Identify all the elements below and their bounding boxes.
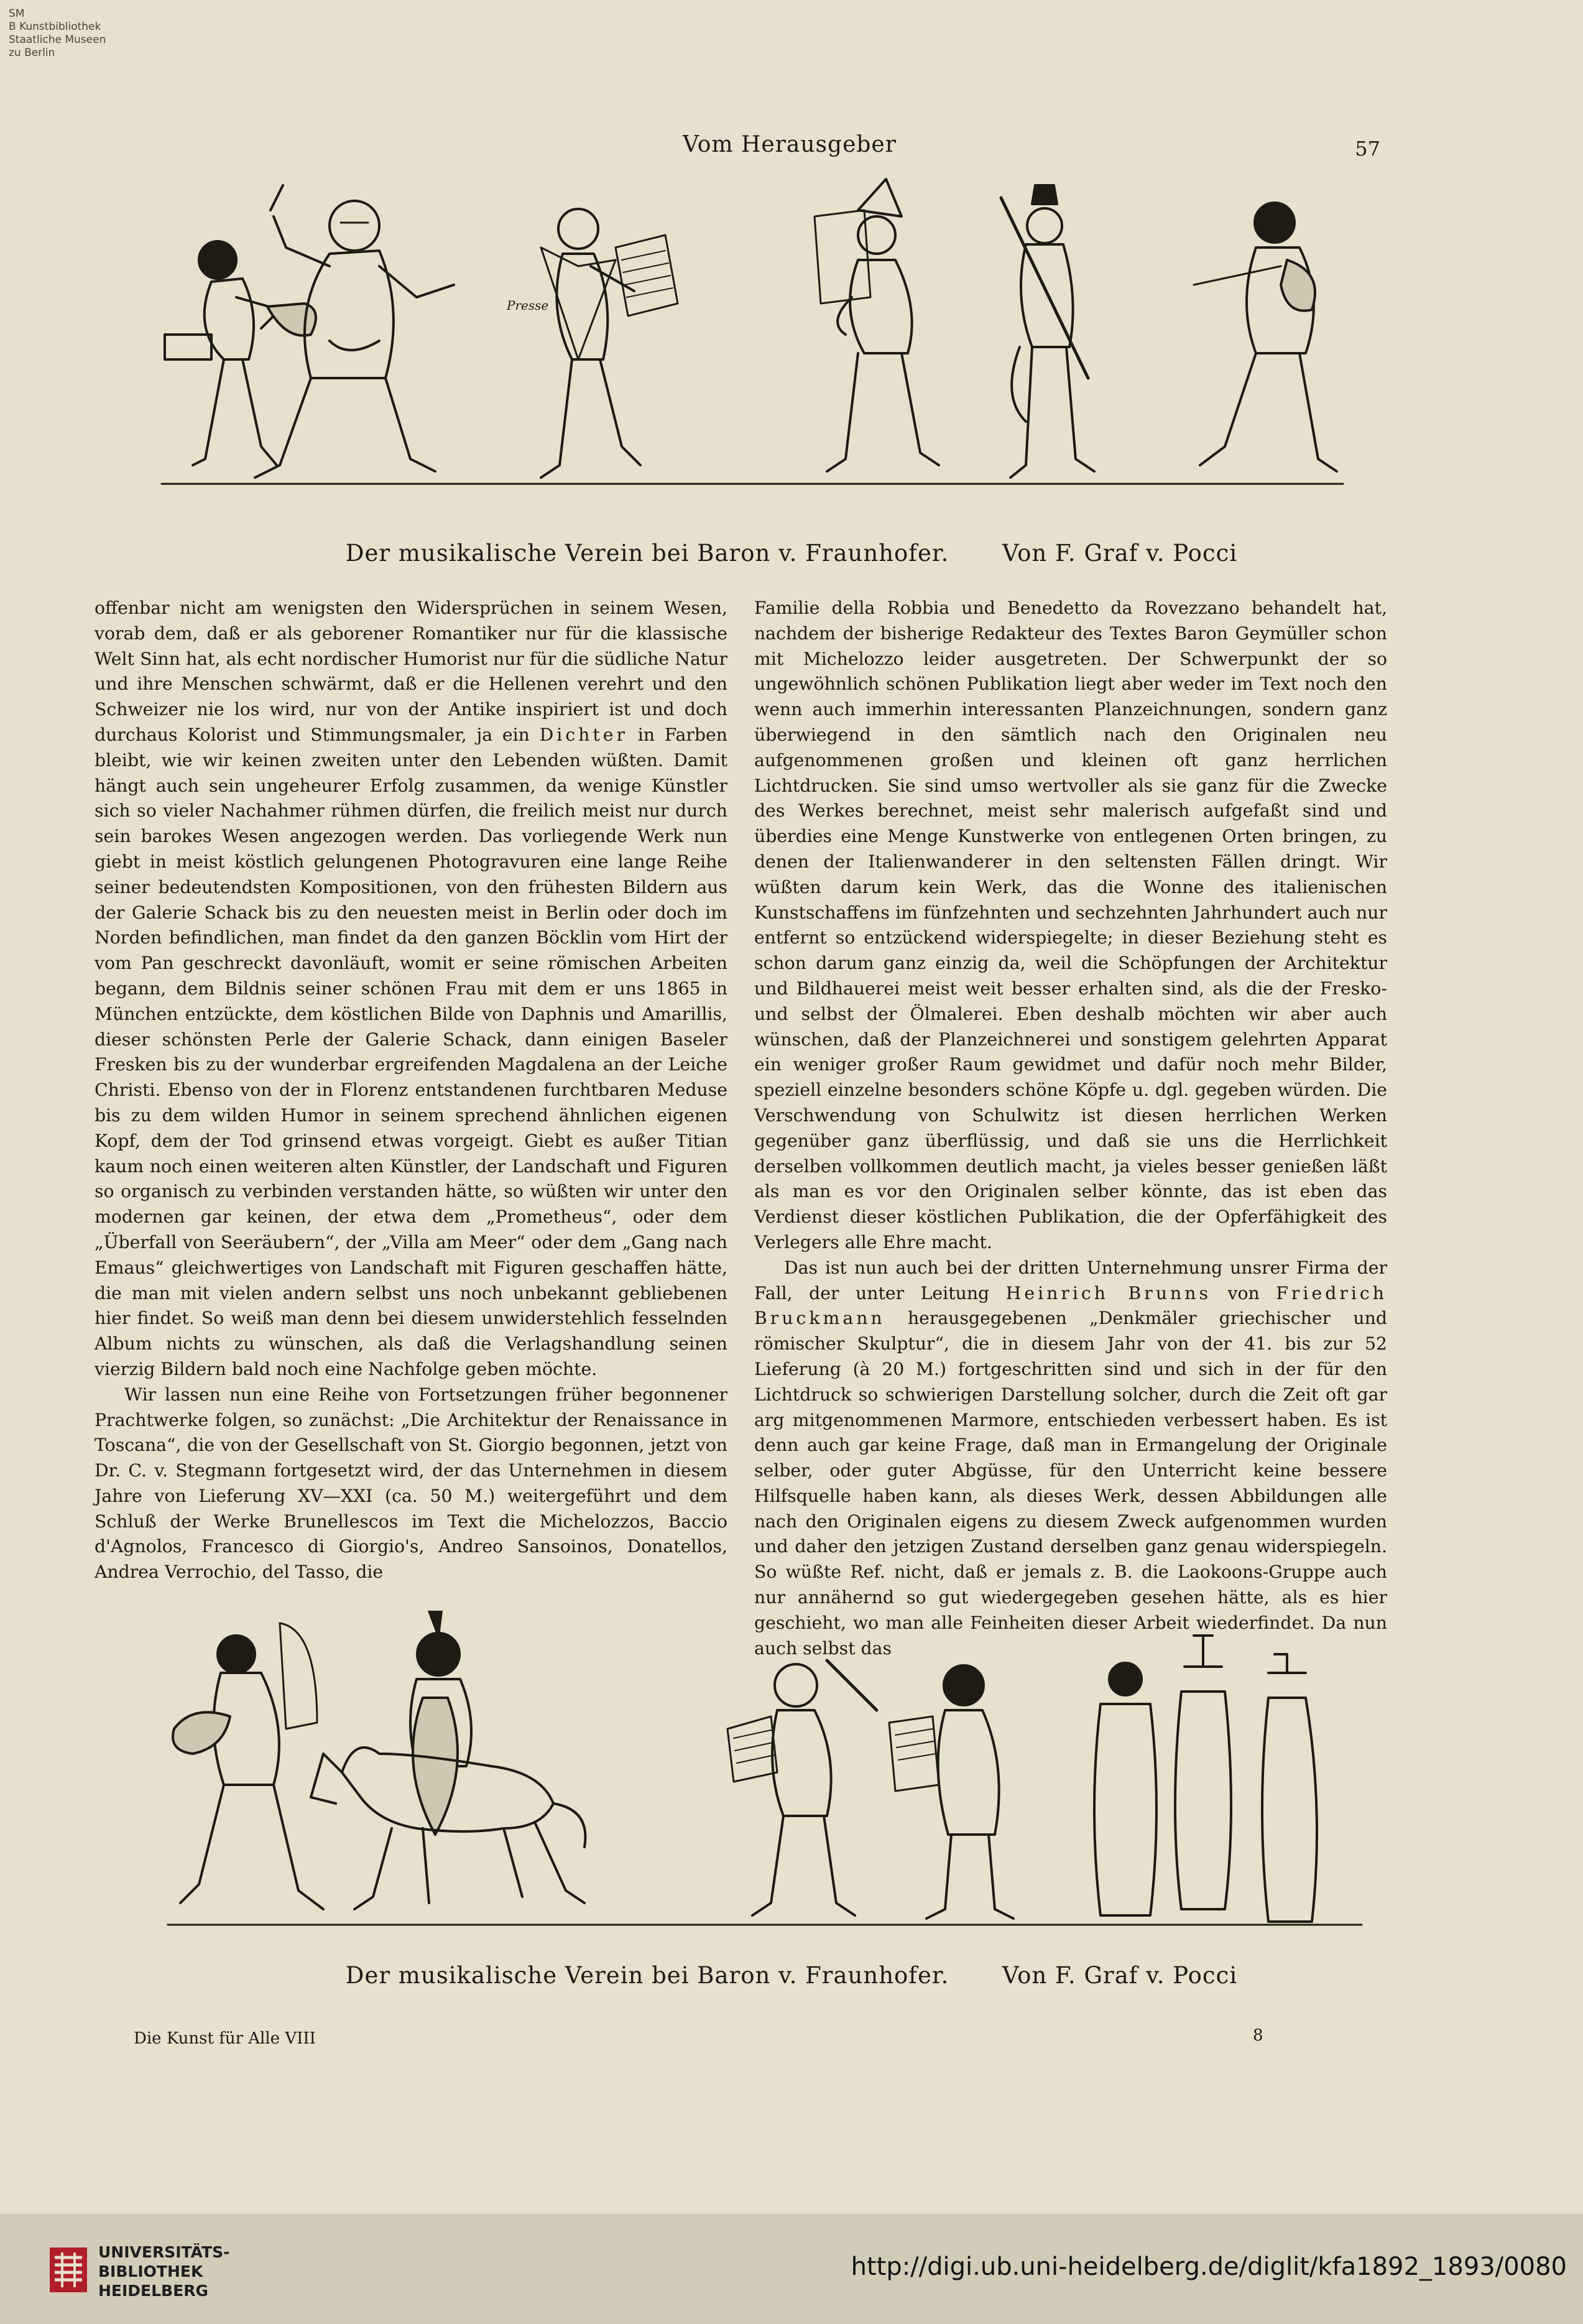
stamp-line: SM bbox=[9, 7, 25, 20]
stamp-line: B Kunstbibliothek bbox=[9, 21, 101, 33]
journal-name: Die Kunst für Alle VIII bbox=[134, 2029, 316, 2048]
stamp-line: zu Berlin bbox=[9, 47, 55, 59]
bottom-illustration bbox=[155, 1611, 1374, 1953]
caricature-figure bbox=[1001, 185, 1094, 478]
text-column-right bbox=[754, 596, 1387, 1661]
coat-stands bbox=[1094, 1636, 1317, 1922]
paragraph: Das ist nun auch bei der dritten Unternehmung unsrer Firma der Fall, der unter Leitung Heinrich Brunns von Friedrich Bruckmann herausgegebenen „Denkmäler griechischer und römischer Skulptur“, die in diesem Jahr von der 41. bis zur 52 Lieferung (à 20 M.) fortgeschritten sind und sich in der für den Lichtdruck so schwierigen Darstellung solcher, durch die Zeit oft gar arg mitgenommenen Marmore, entschieden verbessert haben. Es ist denn auch gar keine Frage, daß man in Ermangelung der Originale selber, oder guter Abgüsse, für den Unterricht keine bessere Hilfsquelle haben kann, als dieses Werk, dessen Abbildungen alle nach den Originalen eigens zu diesem Zweck aufgenommen wurden und daher den jetzigen Zustand derselben ganz genau widerspiegeln. So wüßte Ref. nicht, daß er jemals z. B. die Laokoons-Gruppe auch nur annähernd so gut wiedergegeben gesehen hätte, als es hier geschieht, wo man alle Feinheiten dieser Arbeit wiederfindet. Da nun auch selbst das bbox=[754, 1257, 1387, 1659]
caption-title: Der musikalische Verein bei Baron v. Fraunhofer. bbox=[345, 540, 949, 567]
bottom-caption bbox=[0, 1962, 1583, 1989]
sheet-signature: 8 bbox=[1253, 2026, 1263, 2045]
caricature-figure bbox=[311, 1611, 585, 1909]
library-name: UNIVERSITÄTS- BIBLIOTHEK HEIDELBERG bbox=[98, 2243, 230, 2300]
stamp-line: Staatliche Museen bbox=[9, 34, 106, 46]
caption-title: Der musikalische Verein bei Baron v. Fraunhofer. bbox=[345, 1962, 949, 1989]
caricature-figure bbox=[1194, 203, 1337, 471]
text-column-left bbox=[95, 596, 727, 1585]
caption-credit: Von F. Graf v. Pocci bbox=[1002, 540, 1238, 567]
paragraph: Wir lassen nun eine Reihe von Fortsetzungen früher begonnener Prachtwerke folgen, so zunächst: „Die Architektur der Renaissance in Toscana“, die von der Gesellschaft von St. Giorgio begonnen, jetzt von Dr. C. v. Stegmann fortgesetzt wird, der das Unternehmen in diesem Jahre von Lieferung XV—XXI (ca. 50 M.) weitergeführt und dem Schluß der Werke Brunellescos im Text die Michelozzos, Baccio d'Agnolos, Francesco di Giorgio's, Andreo Sansoinos, Donatellos, Andrea Verrochio, del Tasso, die bbox=[95, 1384, 727, 1583]
caricature-figure bbox=[255, 185, 454, 478]
caricature-figure bbox=[165, 241, 316, 465]
permalink-url[interactable]: http://digi.ub.uni-heidelberg.de/diglit/kfa1892_1893/0080 bbox=[851, 2252, 1567, 2281]
top-illustration bbox=[143, 173, 1387, 521]
library-stamp bbox=[9, 7, 127, 60]
paragraph: Familie della Robbia und Benedetto da Rovezzano behandelt hat, nachdem der bisherige Redakteur des Textes Baron Geymüller schon mit Michelozzo leider ausgetreten. Der Schwerpunkt der so ungewöhnlich schönen Publikation liegt aber weder im Text noch den wenn auch immerhin interessanten Planzeichnungen, sondern ganz überwiegend in den sämtlich nach den Originalen neu aufgenommenen großen und kleinen oft ganz herrlichen Lichtdrucken. Sie sind umso wertvoller als sie ganz für die Zwecke des Werkes berechnet, meist sehr malerisch aufgefaßt sind und überdies eine Menge Kunstwerke von entlegenen Orten bringen, zu denen der Italienwanderer in den seltensten Fällen dringt. Wir wüßten darum kein Werk, das die Wonne des italienischen Kunstschaffens im fünfzehnten und sechzehnten Jahrhundert auch nur entfernt so entzückend widerspiegelte; in dieser Beziehung steht es schon darum ganz einzig da, weil die Schöpfungen der Architektur und Bildhauerei meist weit besser erhalten sind, als die der Fresko- und selbst der Ölmalerei. Eben deshalb möchten wir aber auch wünschen, daß der Planzeichnerei und sonstigem gelehrten Apparat ein weniger großer Raum gewidmet und dafür noch mehr Bilder, speziell einzelne besonders schöne Köpfe u. dgl. gegeben würden. Die Verschwendung von Schulwitz ist diesen herrlichen Werken gegenüber ganz überflüssig, und daß sie uns die Herrlichkeit derselben vollkommen deutlich macht, ja vieles besser genießen läßt als man es vor den Originalen selber könnte, das ist eben das Verdienst dieser köstlichen Publikation, die der Opferfähigkeit des Verlegers alle Ehre macht. bbox=[754, 598, 1387, 1252]
running-title: Vom Herausgeber bbox=[683, 132, 897, 157]
top-caption bbox=[0, 540, 1583, 567]
page-header bbox=[0, 132, 1583, 169]
paragraph: offenbar nicht am wenigsten den Widersprüchen in seinem Wesen, vorab dem, daß er als geborener Romantiker nur für die klassische Welt Sinn hat, als echt nordischer Humorist nur für die südliche Natur und ihre Menschen schwärmt, daß er die Hellenen verehrt und den Schweizer nie los wird, nur von der Antike inspiriert ist und doch durchaus Kolorist und Stimmungsmaler, ja ein Dichter in Farben bleibt, wie wir keinen zweiten unter den Lebenden wüßten. Damit hängt auch sein ungeheurer Erfolg zusammen, da wenige Künstler sich so vieler Nachahmer rühmen dürfen, die freilich meist nur durch sein barokes Wesen angezogen werden. Das vorliegende Werk nun giebt in meist köstlich gelungenen Photogravuren eine lange Reihe seiner bedeutendsten Kompositionen, von den frühesten Bildern aus der Galerie Schack bis zu den neuesten meist in Berlin oder doch im Norden befindlichen, man findet da den ganzen Böcklin vom Hirt der vom Pan geschreckt davonläuft, womit er seine römischen Arbeiten begann, dem Bildnis seiner schönen Frau mit dem er uns 1865 in München entzückte, dem köstlichen Bilde von Daphnis und Amarillis, dieser schönsten Perle der Galerie Schack, dann einigen Baseler Fresken bis zu der wunderbar ergreifenden Magdalena an der Leiche Christi. Ebenso von der in Florenz entstandenen furchtbaren Meduse bis zu dem wilden Humor in seinem sprechend ähnlichen eigenen Kopf, dem der Tod grinsend etwas vorgeigt. Giebt es außer Titian kaum noch einen weiteren alten Künstler, der Landschaft und Figuren so organisch zu verbinden verstanden hätte, so wüßten wir unter den modernen gar keinen, der etwa dem „Prometheus“, oder dem „Überfall von Seeräubern“, der „Villa am Meer“ oder dem „Gang nach Emaus“ gleichwertiges von Landschaft mit Figuren geschaffen hätte, die man mit vielen andern selbst uns noch unbekannt gebliebenen hier findet. So weiß man denn bei diesem unwiderstehlich fesselnden Album nichts zu wünschen, als daß die Verlagshandlung seinen vierzig Bildern bald noch eine Nachfolge geben möchte. bbox=[95, 598, 727, 1379]
caricature-figure bbox=[727, 1660, 877, 1915]
page-number: 57 bbox=[1355, 137, 1380, 160]
caricature-figure bbox=[541, 209, 678, 478]
caricature-figure bbox=[815, 179, 939, 471]
pocket-note: Presse bbox=[507, 298, 549, 313]
caption-credit: Von F. Graf v. Pocci bbox=[1002, 1962, 1238, 1989]
caricature-figure bbox=[889, 1665, 1013, 1919]
university-library-logo-icon bbox=[48, 2245, 88, 2295]
caricature-figure bbox=[173, 1623, 323, 1909]
